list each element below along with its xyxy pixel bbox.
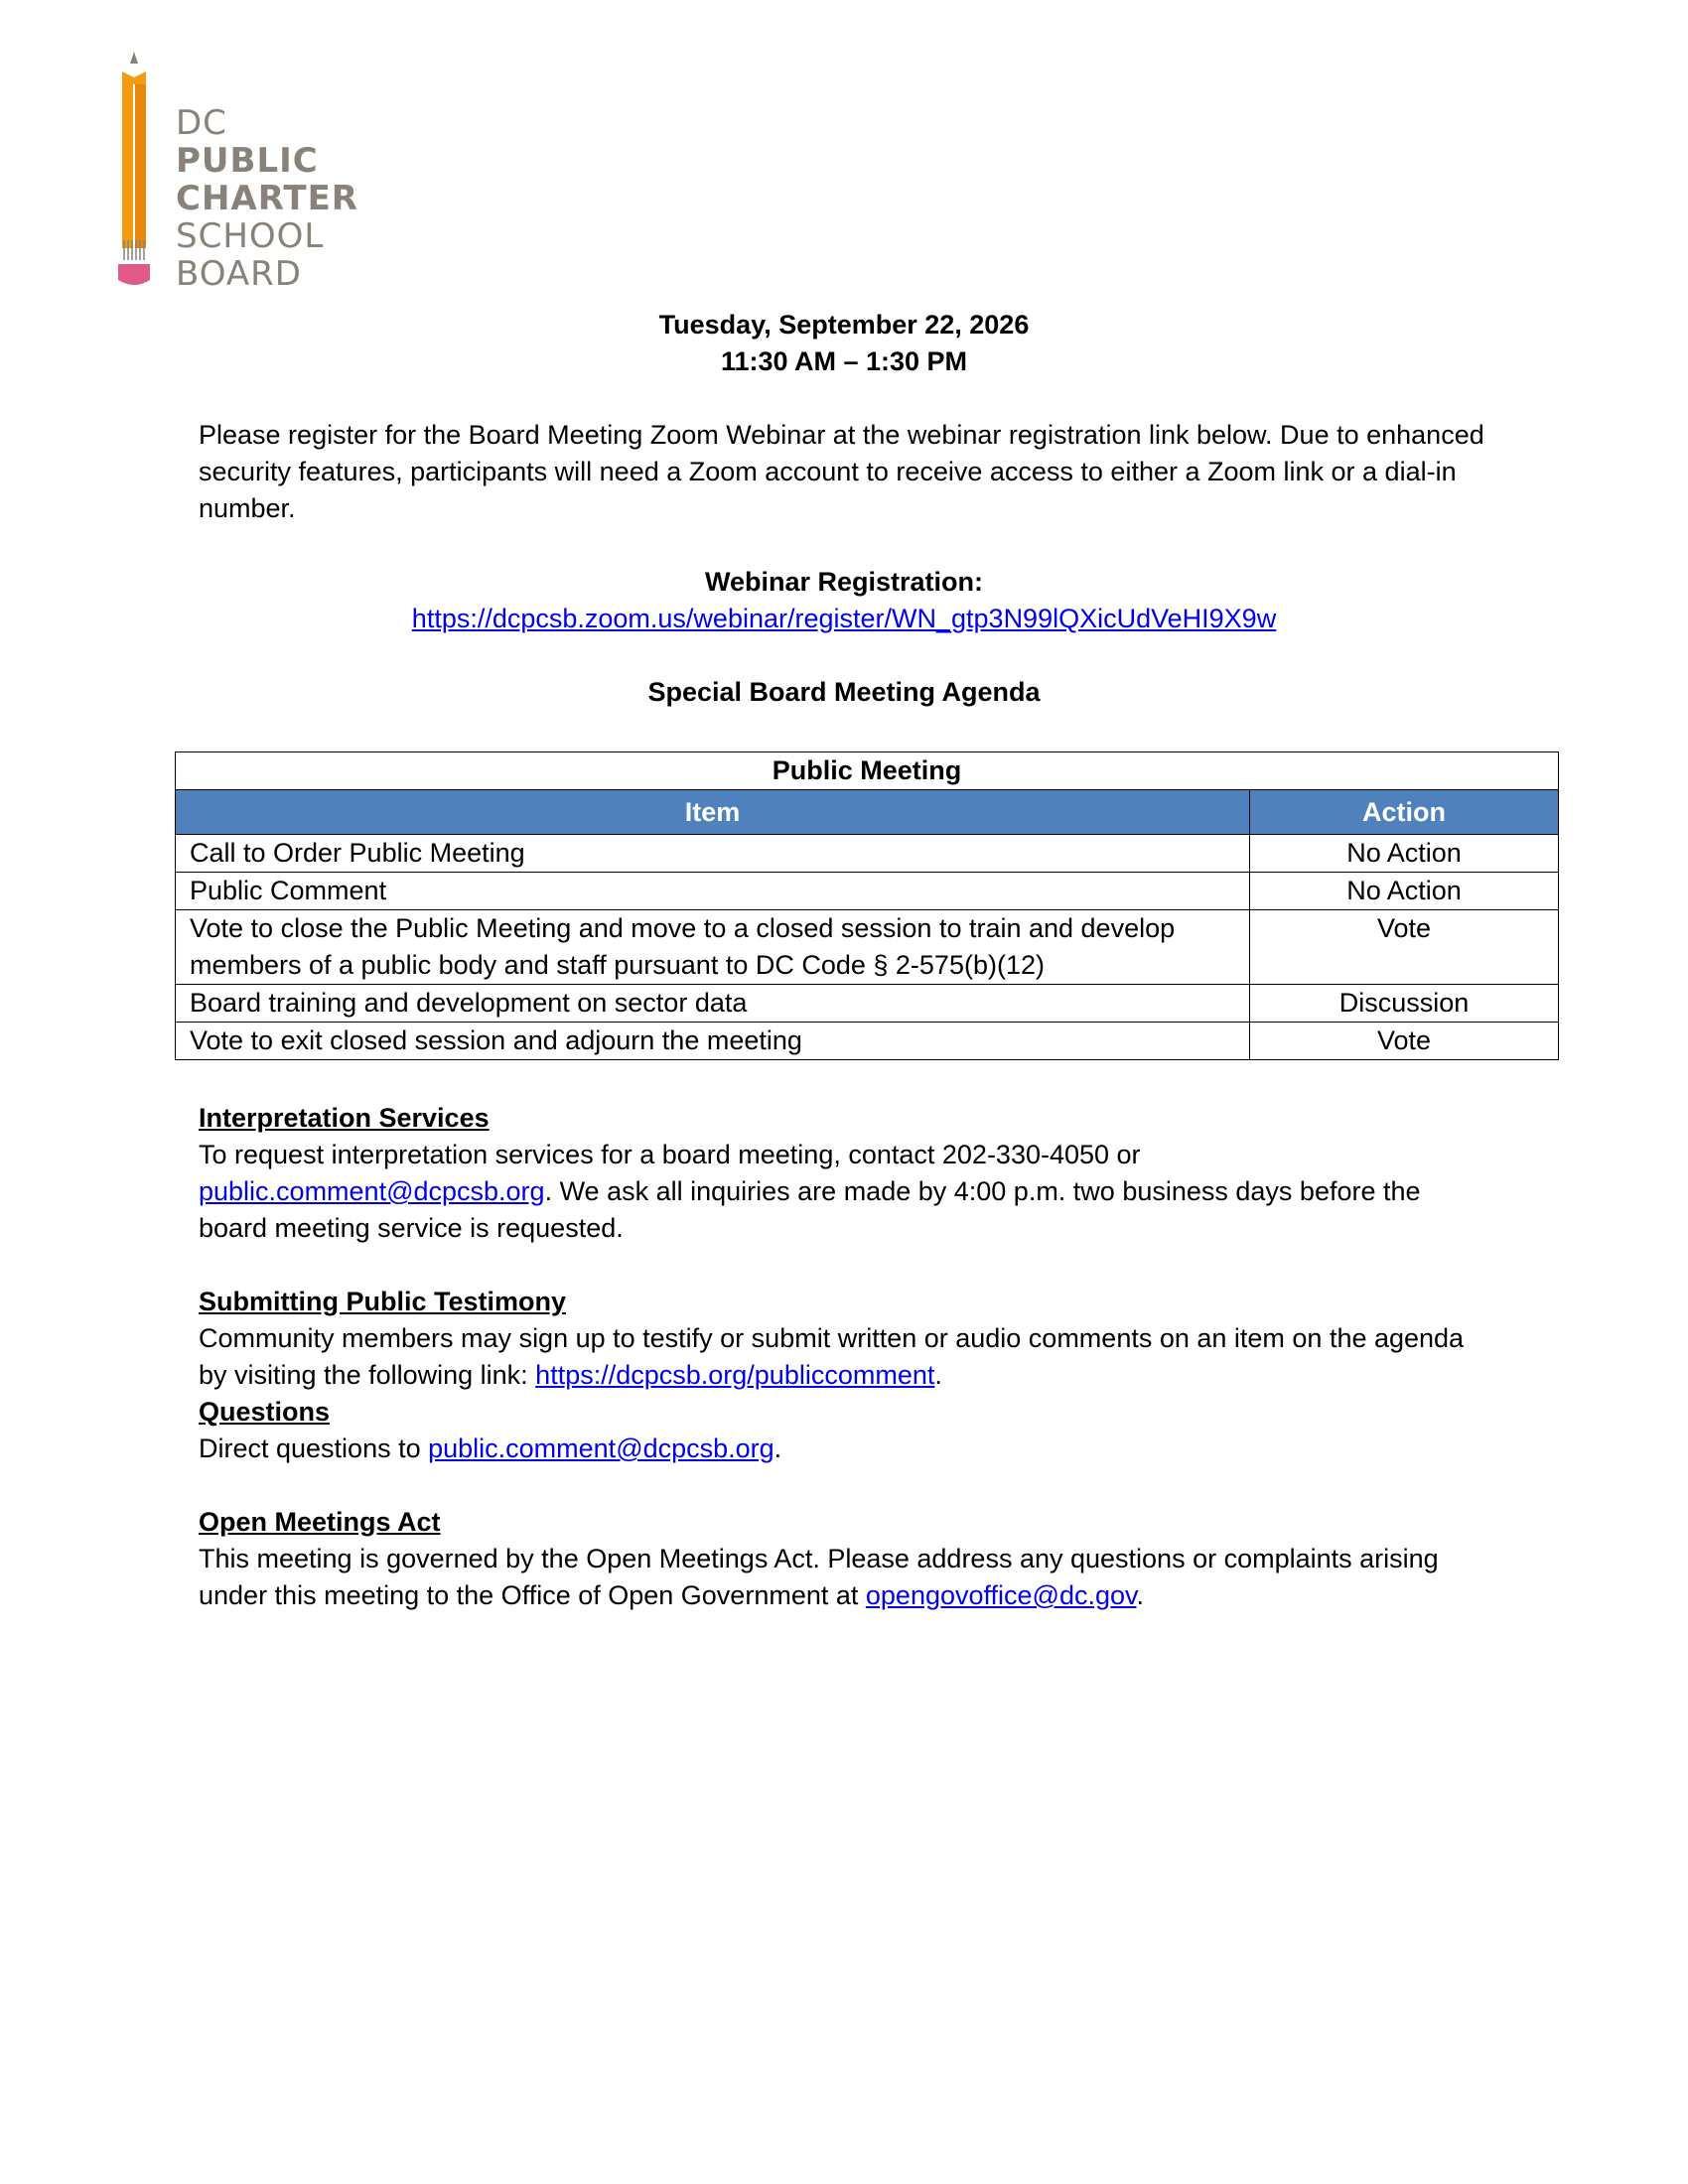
agenda-item: Vote to exit closed session and adjourn the meeting (176, 1023, 1250, 1060)
agenda-item: Call to Order Public Meeting (176, 835, 1250, 873)
interpretation-heading: Interpretation Services (199, 1103, 490, 1133)
agenda-table (175, 751, 1559, 1060)
pencil-icon (114, 50, 154, 293)
meeting-date: Tuesday, September 22, 2026 (658, 310, 1030, 340)
logo-line-board: BOARD (176, 254, 302, 294)
interpretation-text-after: . We ask all inquiries are made by 4:00 p.m. two business days before the board meeting service is requested. (199, 1176, 1421, 1243)
logo-wordmark (176, 104, 358, 293)
dcpcsb-logo (114, 50, 372, 298)
questions-heading: Questions (199, 1397, 331, 1427)
agenda-item: Public Comment (176, 873, 1250, 910)
registration-label: Webinar Registration: (704, 567, 984, 597)
table-title: Public Meeting (176, 752, 1559, 790)
agenda-action: Vote (1250, 1023, 1559, 1060)
open-meetings-text-after: . (1136, 1580, 1145, 1610)
agenda-action: No Action (1250, 873, 1559, 910)
intro-paragraph: Please register for the Board Meeting Zoom Webinar at the webinar registration link below. Due to enhanced security features, participants will need a Zoom account to receive access to either a Zoom link or a dial-in number. (199, 420, 1484, 523)
agenda-item: Board training and development on sector data (176, 985, 1250, 1023)
testimony-section (199, 1284, 1489, 1394)
agenda-action: Discussion (1250, 985, 1559, 1023)
questions-section (199, 1394, 1489, 1467)
table-row (176, 873, 1559, 910)
registration-link[interactable]: https://dcpcsb.zoom.us/webinar/register/WN_gtp3N99lQXicUdVeHI9X9w (411, 604, 1277, 633)
questions-email-link[interactable]: public.comment@dcpcsb.org (428, 1433, 774, 1463)
interpretation-section (199, 1100, 1489, 1247)
questions-text: Direct questions to (199, 1433, 429, 1463)
testimony-link[interactable]: https://dcpcsb.org/publiccomment (535, 1360, 935, 1390)
table-row (176, 985, 1559, 1023)
interpretation-email-link[interactable]: public.comment@dcpcsb.org (199, 1176, 545, 1206)
table-row (176, 910, 1559, 985)
table-title-row (176, 752, 1559, 790)
agenda-action: Vote (1250, 910, 1559, 985)
table-row (176, 1023, 1559, 1060)
testimony-text-after: . (934, 1360, 942, 1390)
open-meetings-email-link[interactable]: opengovoffice@dc.gov (865, 1580, 1137, 1610)
table-row (176, 835, 1559, 873)
open-meetings-section (199, 1504, 1489, 1614)
meeting-time: 11:30 AM – 1:30 PM (720, 346, 968, 376)
item-column-header: Item (176, 790, 1250, 835)
interpretation-text: To request interpretation services for a board meeting, contact 202-330-4050 or (199, 1140, 1141, 1169)
open-meetings-heading: Open Meetings Act (199, 1507, 441, 1537)
agenda-item: Vote to close the Public Meeting and move to a closed session to train and develop members of a public body and staff pursuant to DC Code § 2-575(b)(12) (176, 910, 1250, 985)
testimony-heading: Submitting Public Testimony (199, 1287, 567, 1316)
open-meetings-text: This meeting is governed by the Open Meetings Act. Please address any questions or complaints arising under this meeting to the Office of Open Government at (199, 1544, 1439, 1610)
logo-line-public: PUBLIC (176, 141, 319, 181)
agenda-title: Special Board Meeting Agenda (647, 677, 1041, 707)
questions-text-after: . (774, 1433, 782, 1463)
logo-line-charter: CHARTER (176, 179, 358, 218)
table-header-row (176, 790, 1559, 835)
agenda-action: No Action (1250, 835, 1559, 873)
action-column-header: Action (1250, 790, 1559, 835)
testimony-text: Community members may sign up to testify or submit written or audio comments on an item on the agenda by visiting the following link: (199, 1323, 1465, 1390)
logo-line-school: SCHOOL (176, 216, 325, 256)
logo-line-dc: DC (176, 103, 227, 143)
